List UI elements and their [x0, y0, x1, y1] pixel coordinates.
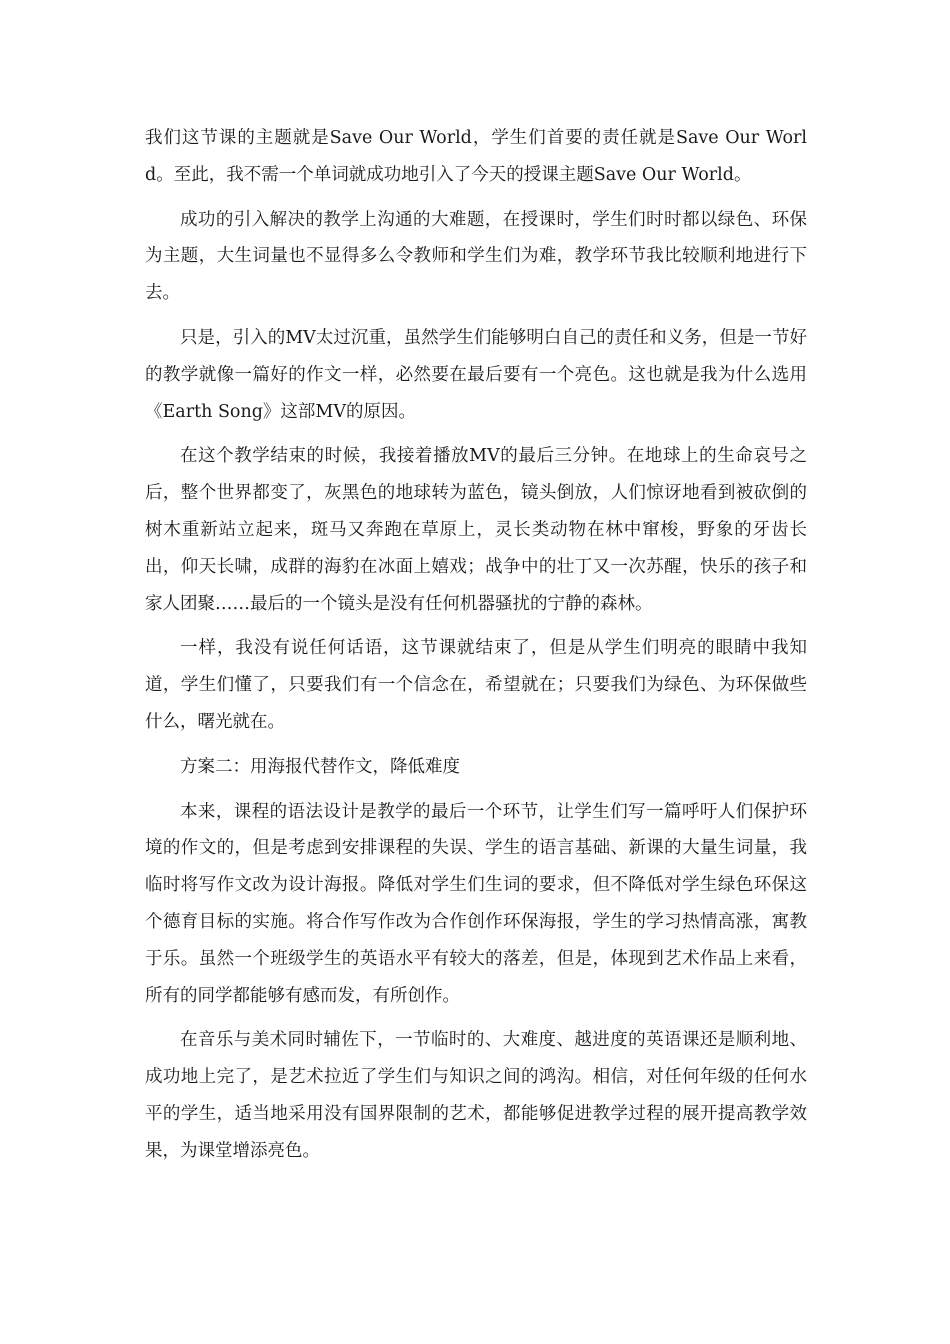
paragraph-8: 在音乐与美术同时辅佐下，一节临时的、大难度、越进度的英语课还是顺利地、成功地上完了，是艺术拉近了学生们与知识之间的鸿沟。相信，对任何年级的任何水平的学生，适当地采用没有国界限制的艺术，都能够促进教学过程的展开提高教学效果，为课堂增添亮色。 [145, 1030, 807, 1161]
paragraph-4: 在这个教学结束的时候，我接着播放MV的最后三分钟。在地球上的生命哀号之后，整个世界都变了，灰黑色的地球转为蓝色，镜头倒放，人们惊讶地看到被砍倒的树木重新站立起来，斑马又奔跑在草原上，灵长类动物在林中窜梭，野象的牙齿长出，仰天长啸，成群的海豹在冰面上嬉戏；战争中的壮丁又一次苏醒，快乐的孩子和家人团聚……最后的一个镜头是没有任何机器骚扰的宁静的森林。 [145, 446, 807, 614]
paragraph-1: 我们这节课的主题就是Save Our World，学生们首要的责任就是Save Our World。至此，我不需一个单词就成功地引入了今天的授课主题Save Our World。 [145, 128, 807, 185]
paragraph-2: 成功的引入解决的教学上沟通的大难题，在授课时，学生们时时都以绿色、环保为主题，大生词量也不显得多么令教师和学生们为难，教学环节我比较顺利地进行下去。 [145, 209, 807, 304]
paragraph-5: 一样，我没有说任何话语，这节课就结束了，但是从学生们明亮的眼睛中我知道，学生们懂了，只要我们有一个信念在，希望就在；只要我们为绿色、为环保做些什么，曙光就在。 [145, 638, 807, 732]
document-page [145, 120, 807, 1178]
paragraph-7: 本来，课程的语法设计是教学的最后一个环节，让学生们写一篇呼吁人们保护环境的作文的，但是考虑到安排课程的失误、学生的语言基础、新课的大量生词量，我临时将写作文改为设计海报。降低对学生们生词的要求，但不降低对学生绿色环保这个德育目标的实施。将合作写作改为合作创作环保海报，学生的学习热情高涨，寓教于乐。虽然一个班级学生的英语水平有较大的落差，但是，体现到艺术作品上来看，所有的同学都能够有感而发，有所创作。 [145, 801, 807, 1006]
paragraph-3: 只是，引入的MV太过沉重，虽然学生们能够明白自己的责任和义务，但是一节好的教学就像一篇好的作文一样，必然要在最后要有一个亮色。这也就是我为什么选用《Earth Song》这部MV的原因。 [145, 327, 807, 422]
section-heading-plan-two: 方案二：用海报代替作文，降低难度 [180, 756, 460, 777]
